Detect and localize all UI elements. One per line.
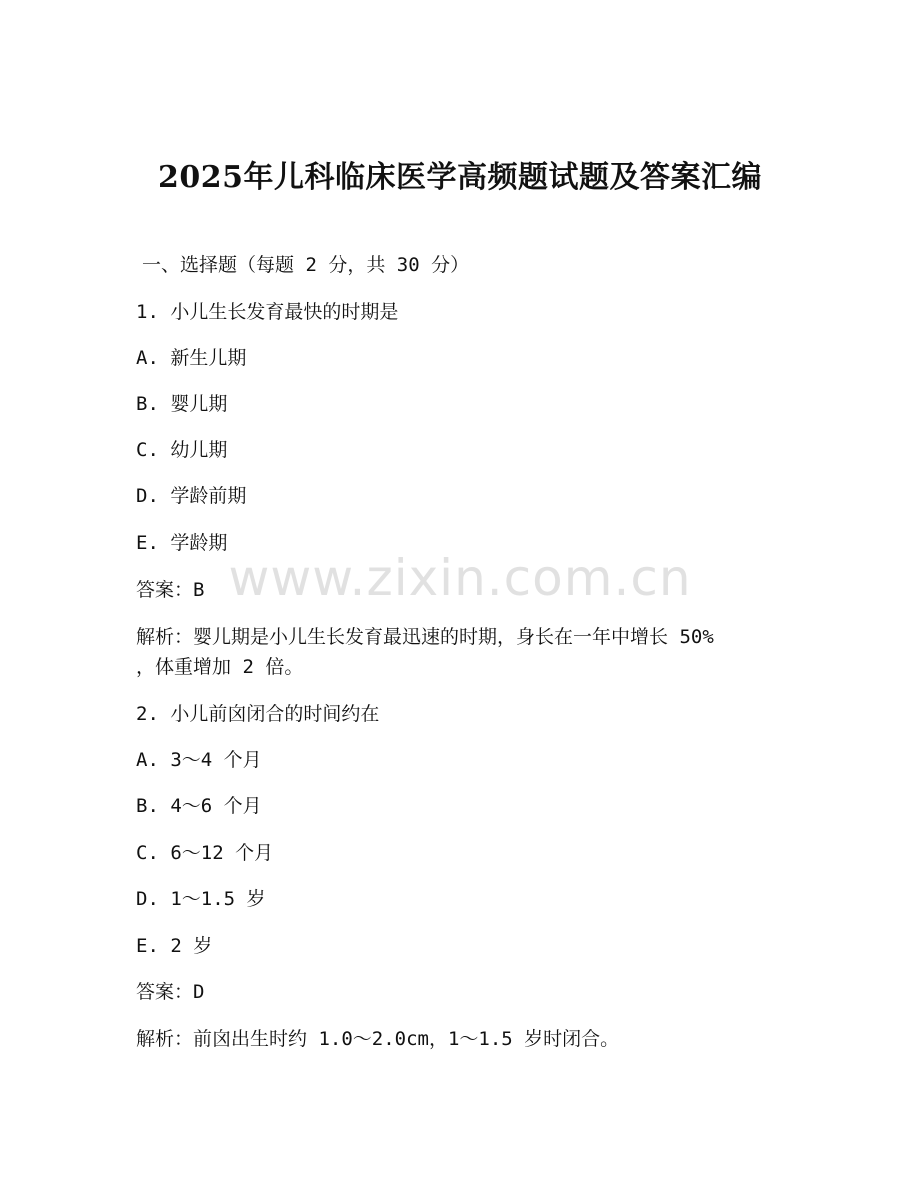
option-d: D. 学龄前期 (136, 485, 247, 507)
explanation-line: ，体重增加 2 倍。 (136, 656, 304, 678)
option-a: A. 新生儿期 (136, 347, 247, 369)
option-b: B. 4～6 个月 (136, 795, 262, 817)
document-title: 2025年儿科临床医学高频题试题及答案汇编 (158, 160, 762, 195)
option-e: E. 2 岁 (136, 935, 213, 957)
section-heading: 一、选择题（每题 2 分，共 30 分） (142, 254, 470, 276)
question-stem: 1. 小儿生长发育最快的时期是 (136, 301, 399, 323)
option-c: C. 6～12 个月 (136, 842, 274, 864)
watermark: www.zixin.com.cn (228, 549, 692, 607)
option-e: E. 学龄期 (136, 532, 228, 554)
option-c: C. 幼儿期 (136, 439, 228, 461)
answer: 答案：B (136, 579, 205, 601)
option-b: B. 婴儿期 (136, 393, 228, 415)
explanation-line: 解析：婴儿期是小儿生长发育最迅速的时期，身长在一年中增长 50% (136, 626, 714, 648)
answer: 答案：D (136, 981, 205, 1003)
explanation-line: 解析：前囟出生时约 1.0～2.0cm，1～1.5 岁时闭合。 (136, 1028, 620, 1050)
option-a: A. 3～4 个月 (136, 749, 262, 771)
option-d: D. 1～1.5 岁 (136, 888, 266, 910)
question-stem: 2. 小儿前囟闭合的时间约在 (136, 703, 380, 725)
